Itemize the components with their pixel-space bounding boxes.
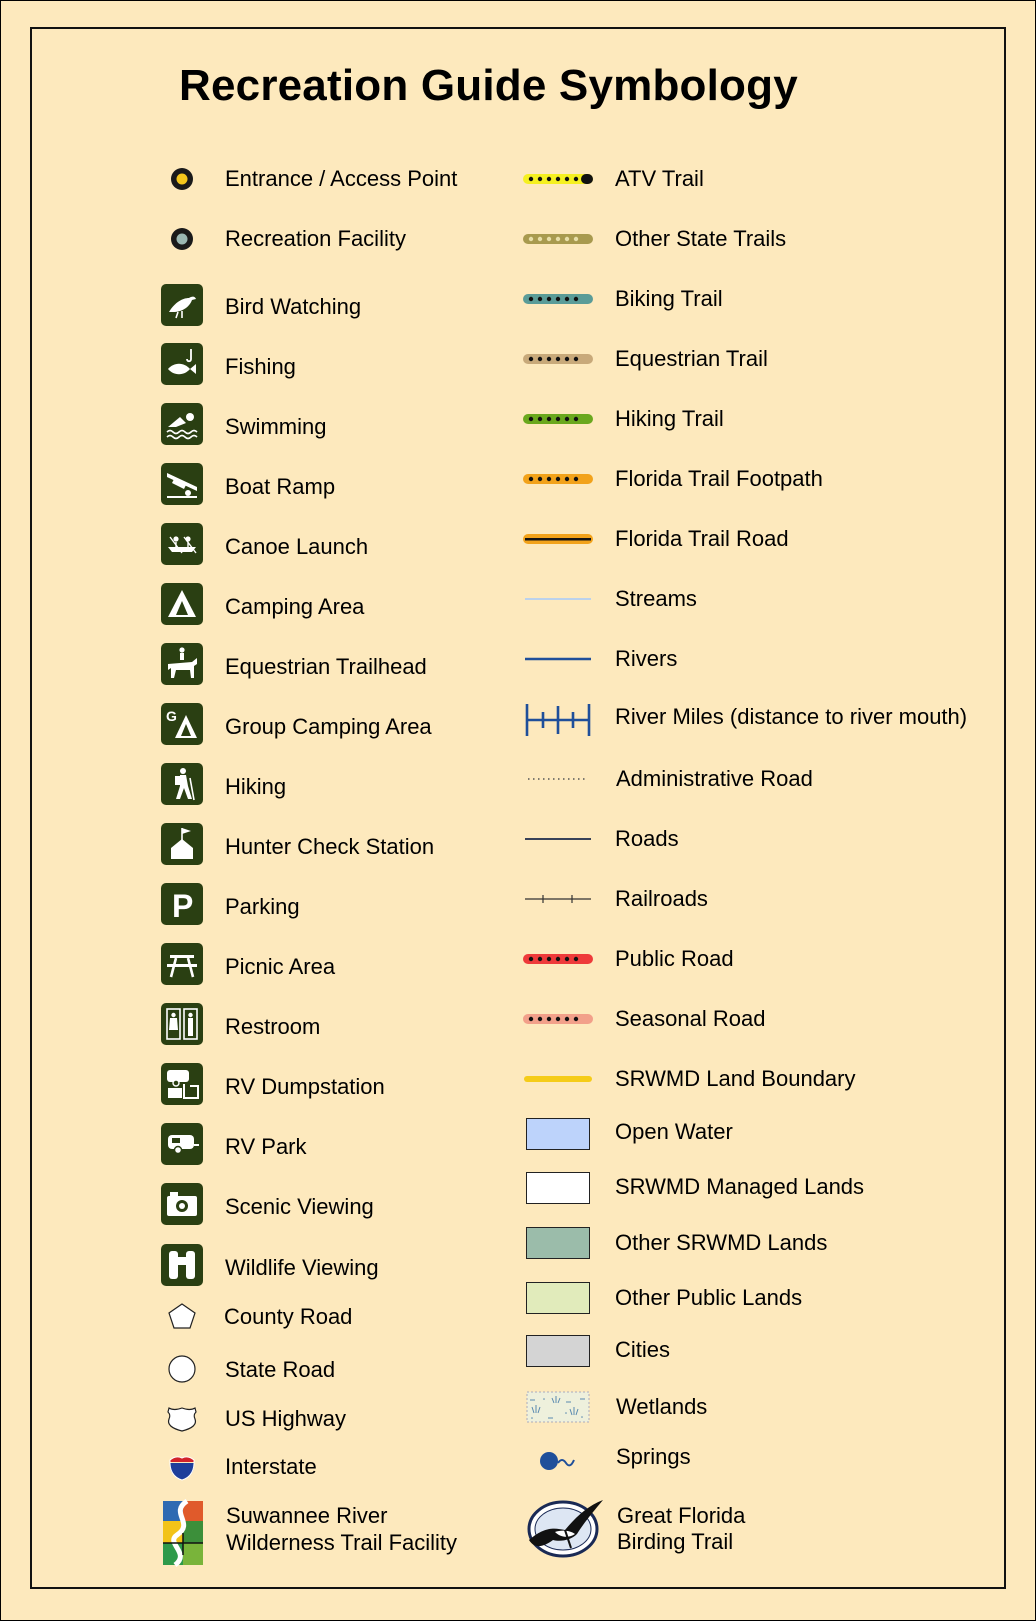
legend-label: Other SRWMD Lands bbox=[615, 1230, 828, 1255]
other-srwmd-lands-swatch-icon bbox=[525, 1226, 591, 1260]
restroom-icon bbox=[161, 1003, 203, 1045]
wetlands-swatch-icon bbox=[525, 1390, 591, 1424]
legend-label: Great Florida bbox=[617, 1503, 746, 1528]
legend-label: Cities bbox=[615, 1337, 671, 1362]
bird-watching-icon bbox=[161, 284, 203, 326]
legend-label: Other State Trails bbox=[615, 226, 787, 251]
legend-label: Equestrian Trailhead bbox=[225, 654, 427, 679]
legend-label: Rivers bbox=[615, 646, 678, 671]
legend-label: Scenic Viewing bbox=[225, 1194, 374, 1219]
group-camping-icon bbox=[161, 703, 203, 745]
wildlife-viewing-icon bbox=[161, 1244, 203, 1286]
legend-label: Restroom bbox=[225, 1014, 321, 1039]
suwannee-river-trail-logo-icon bbox=[161, 1499, 207, 1567]
legend-label: Group Camping Area bbox=[225, 714, 432, 739]
florida-trail-road-line-icon bbox=[521, 531, 595, 547]
legend-label: Swimming bbox=[225, 414, 327, 439]
legend-label: Wildlife Viewing bbox=[225, 1255, 379, 1280]
biking-trail-line-icon bbox=[521, 291, 595, 307]
equestrian-trail-line-icon bbox=[521, 351, 595, 367]
legend-label: Seasonal Road bbox=[615, 1006, 766, 1031]
public-road-line-icon bbox=[521, 951, 595, 967]
boat-ramp-icon bbox=[161, 463, 203, 505]
florida-trail-footpath-line-icon bbox=[521, 471, 595, 487]
legend-label: Streams bbox=[615, 586, 697, 611]
legend-label: Springs bbox=[616, 1444, 691, 1469]
legend-label: Roads bbox=[615, 826, 679, 851]
rv-park-icon bbox=[161, 1123, 203, 1165]
rv-dumpstation-icon bbox=[161, 1063, 203, 1105]
parking-icon bbox=[161, 883, 203, 925]
legend-label: Suwannee River bbox=[226, 1503, 388, 1528]
legend-label: Open Water bbox=[615, 1119, 733, 1144]
legend-label: Equestrian Trail bbox=[615, 346, 768, 371]
rivers-line-icon bbox=[521, 651, 595, 667]
legend-label: US Highway bbox=[225, 1406, 347, 1431]
legend-label: Picnic Area bbox=[225, 954, 336, 979]
fishing-icon bbox=[161, 343, 203, 385]
legend-label: Camping Area bbox=[225, 594, 365, 619]
land-boundary-line-icon bbox=[521, 1071, 595, 1087]
streams-line-icon bbox=[521, 591, 595, 607]
seasonal-road-line-icon bbox=[521, 1011, 595, 1027]
legend-label: SRWMD Managed Lands bbox=[615, 1174, 865, 1199]
legend-label: Entrance / Access Point bbox=[225, 166, 458, 191]
hiking-icon bbox=[161, 763, 203, 805]
legend-label: Biking Trail bbox=[615, 286, 723, 311]
cities-swatch-icon bbox=[525, 1334, 591, 1368]
interstate-shield-icon bbox=[161, 1452, 203, 1482]
svg-text:P: P bbox=[172, 888, 194, 922]
legend-label: Hunter Check Station bbox=[225, 834, 435, 859]
legend-label: Florida Trail Footpath bbox=[615, 466, 823, 491]
birding-trail-logo-icon bbox=[525, 1495, 605, 1561]
legend-label: Railroads bbox=[615, 886, 708, 911]
legend-label: Canoe Launch bbox=[225, 534, 369, 559]
legend-label: Administrative Road bbox=[616, 766, 813, 791]
legend-label: Boat Ramp bbox=[225, 474, 336, 499]
railroads-line-icon bbox=[521, 891, 595, 907]
atv-trail-line-icon bbox=[521, 171, 595, 187]
legend-label: County Road bbox=[224, 1304, 353, 1329]
county-road-shield-icon bbox=[161, 1301, 203, 1331]
springs-icon bbox=[535, 1446, 585, 1476]
legend-label: RV Dumpstation bbox=[225, 1074, 385, 1099]
swimming-icon bbox=[161, 403, 203, 445]
recreation-facility-icon bbox=[159, 219, 205, 259]
entrance-point-icon bbox=[159, 159, 205, 199]
legend-label-line2: Wilderness Trail Facility bbox=[226, 1530, 458, 1555]
legend-label: Hiking bbox=[225, 774, 287, 799]
legend-label: State Road bbox=[225, 1357, 336, 1382]
administrative-road-line-icon bbox=[521, 771, 595, 787]
legend-label: Recreation Facility bbox=[225, 226, 406, 251]
river-miles-icon bbox=[521, 701, 595, 739]
state-road-shield-icon bbox=[161, 1354, 203, 1384]
legend-label: Hiking Trail bbox=[615, 406, 724, 431]
legend-label: Other Public Lands bbox=[615, 1285, 803, 1310]
roads-line-icon bbox=[521, 831, 595, 847]
open-water-swatch-icon bbox=[525, 1117, 591, 1151]
legend-label-line2: Birding Trail bbox=[617, 1529, 734, 1554]
legend-label: Public Road bbox=[615, 946, 734, 971]
other-public-lands-swatch-icon bbox=[525, 1281, 591, 1315]
page-title: Recreation Guide Symbology bbox=[179, 61, 798, 110]
equestrian-trailhead-icon bbox=[161, 643, 203, 685]
svg-text:G: G bbox=[166, 708, 177, 724]
managed-lands-swatch-icon bbox=[525, 1171, 591, 1205]
legend-label: RV Park bbox=[225, 1134, 307, 1159]
canoe-launch-icon bbox=[161, 523, 203, 565]
scenic-viewing-icon bbox=[161, 1183, 203, 1225]
legend-label: Interstate bbox=[225, 1454, 317, 1479]
legend-label: ATV Trail bbox=[615, 166, 704, 191]
hiking-trail-line-icon bbox=[521, 411, 595, 427]
legend-label: River Miles (distance to river mouth) bbox=[615, 704, 968, 729]
legend-label: Parking bbox=[225, 894, 300, 919]
hunter-check-station-icon bbox=[161, 823, 203, 865]
legend-label: Florida Trail Road bbox=[615, 526, 789, 551]
legend-label: Fishing bbox=[225, 354, 296, 379]
us-highway-shield-icon bbox=[161, 1404, 203, 1434]
picnic-area-icon bbox=[161, 943, 203, 985]
camping-area-icon bbox=[161, 583, 203, 625]
legend-label: Bird Watching bbox=[225, 294, 362, 319]
legend-label: Wetlands bbox=[616, 1394, 708, 1419]
legend-label: SRWMD Land Boundary bbox=[615, 1066, 856, 1091]
other-state-trails-line-icon bbox=[521, 231, 595, 247]
